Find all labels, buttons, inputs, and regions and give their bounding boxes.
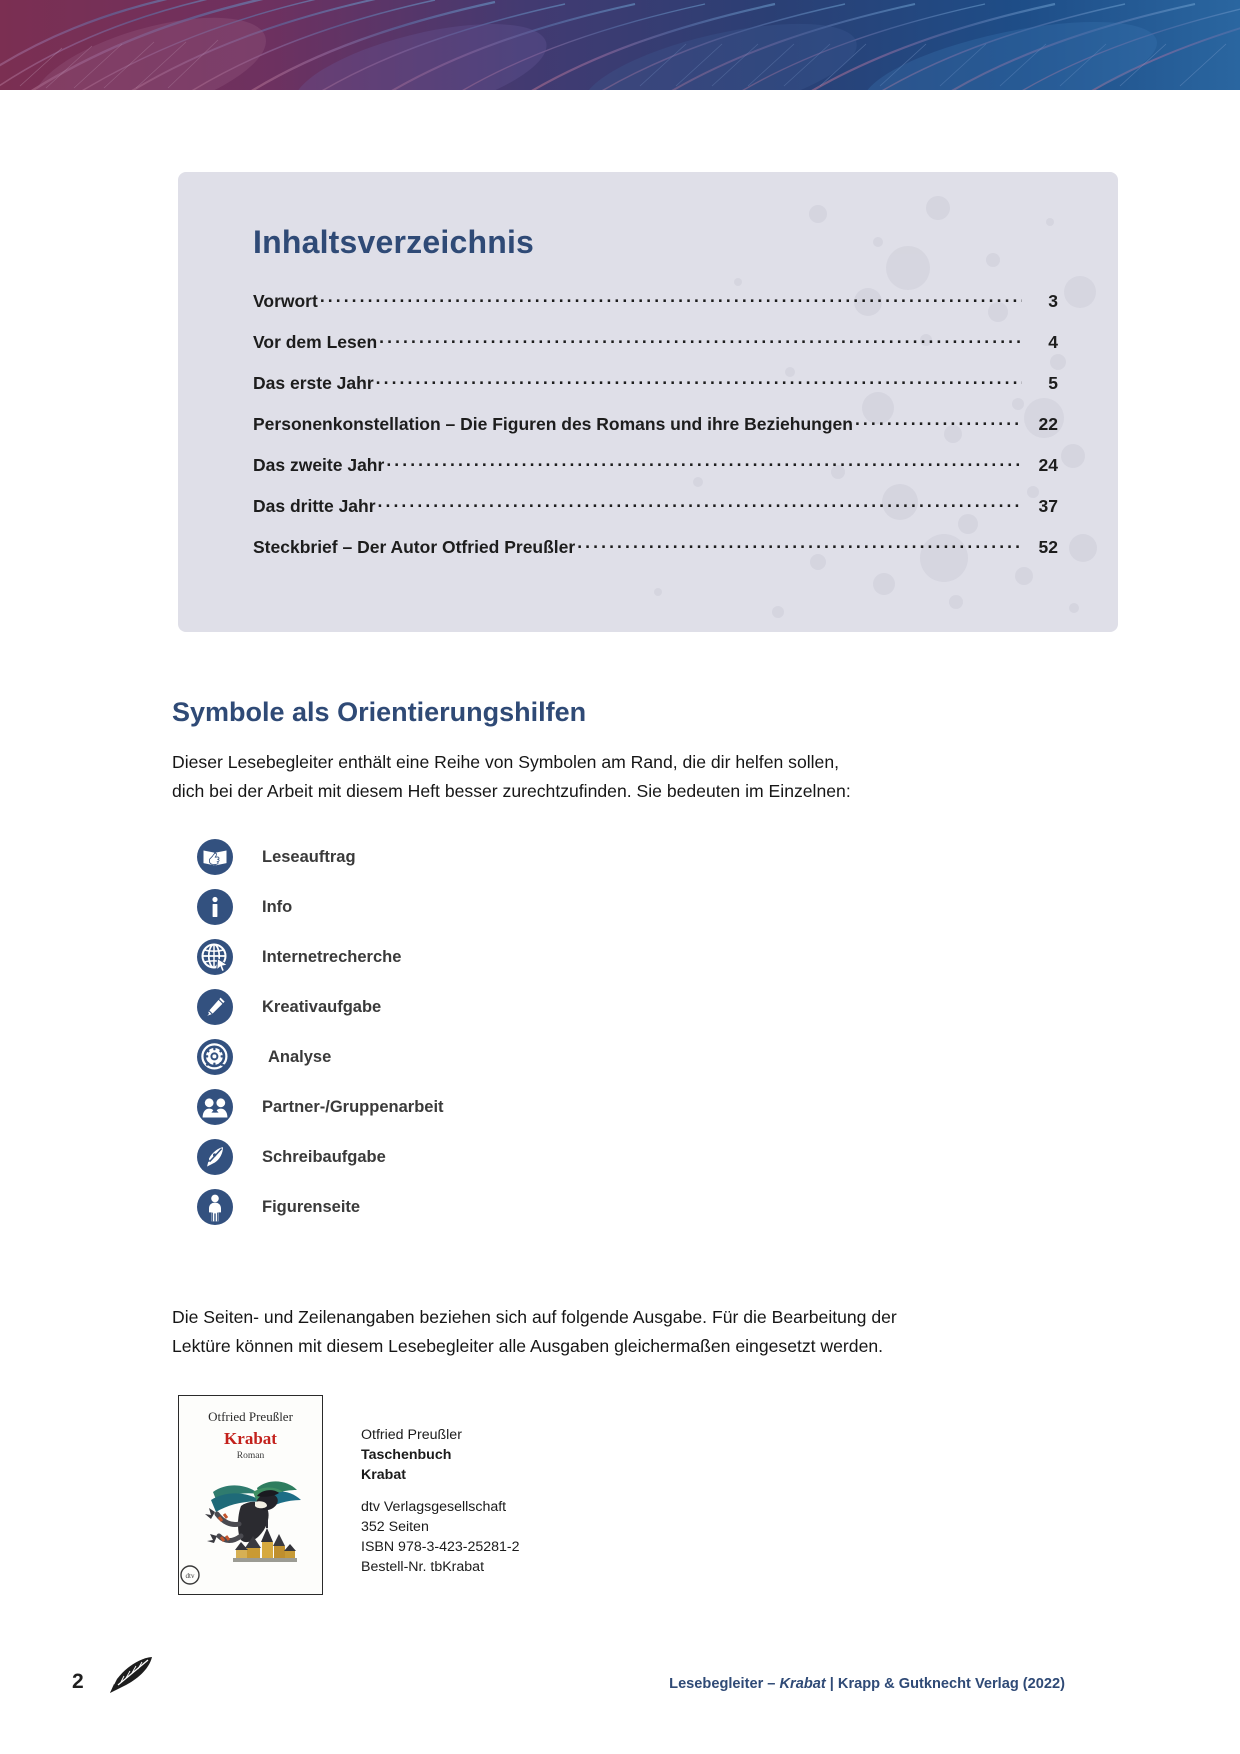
toc-entry-label: Das dritte Jahr	[253, 495, 376, 516]
toc-list	[253, 289, 1058, 576]
footer-credit	[669, 1676, 1065, 1692]
symbol-legend-item	[196, 1132, 716, 1182]
quill-feather-icon	[104, 1653, 160, 1697]
toc-entry-page: 5	[1048, 372, 1058, 393]
toc-entry-label: Das erste Jahr	[253, 372, 374, 393]
book-cover-title: Krabat	[224, 1429, 277, 1448]
symbols-section-title: Symbole als Orientierungshilfen	[172, 697, 587, 727]
symbol-legend-item	[196, 1182, 716, 1232]
book-cover-artwork	[183, 1462, 320, 1572]
toc-entry-label: Das zweite Jahr	[253, 454, 385, 475]
two-people-icon	[196, 1088, 234, 1126]
toc-entry-label: Vor dem Lesen	[253, 331, 378, 352]
footer-credit-prefix: Lesebegleiter –	[669, 1676, 780, 1692]
fountain-pen-nib-icon	[196, 1138, 234, 1176]
open-book-hand-icon	[196, 838, 234, 876]
symbols-intro-line-2: dich bei der Arbeit mit diesem Heft besser zurechtzufinden. Sie bedeuten im Einzelnen:	[172, 781, 851, 801]
symbol-legend-item	[196, 1032, 716, 1082]
book-bibliographic-info	[361, 1395, 520, 1595]
symbol-legend-label: Internetrecherche	[262, 947, 402, 966]
toc-entry-page: 4	[1048, 331, 1058, 352]
symbol-legend-item	[196, 982, 716, 1032]
toc-entry[interactable]	[253, 494, 1058, 535]
table-of-contents-card	[178, 172, 1118, 632]
toc-leader-dots	[577, 535, 1022, 553]
footer-credit-suffix: | Krapp & Gutknecht Verlag (2022)	[825, 1676, 1065, 1692]
toc-entry-page: 3	[1048, 290, 1058, 311]
toc-entry-label: Vorwort	[253, 290, 318, 311]
book-reference-block	[178, 1395, 520, 1595]
symbols-section-intro	[172, 748, 1012, 806]
symbol-legend-item	[196, 932, 716, 982]
toc-entry-label: Steckbrief – Der Autor Otfried Preußler	[253, 536, 576, 557]
edition-note	[172, 1303, 1022, 1361]
globe-cursor-icon	[196, 938, 234, 976]
toc-entry-page: 24	[1038, 454, 1058, 475]
book-meta-order-number: Bestell-Nr. tbKrabat	[361, 1559, 485, 1575]
toc-leader-dots	[378, 494, 1022, 512]
book-meta-title: Krabat	[361, 1467, 406, 1483]
edition-note-line-2: Lektüre können mit diesem Lesebegleiter alle Ausgaben gleichermaßen eingesetzt werden.	[172, 1336, 884, 1356]
toc-entry[interactable]	[253, 289, 1058, 330]
info-speech-bubble-icon	[196, 888, 234, 926]
publisher-logo-icon	[179, 1564, 201, 1586]
symbol-legend-label: Leseauftrag	[262, 847, 356, 866]
figure-person-icon	[196, 1188, 234, 1226]
toc-leader-dots	[379, 330, 1022, 348]
symbol-legend-item	[196, 1082, 716, 1132]
toc-entry-label: Personenkonstellation – Die Figuren des Romans und ihre Beziehungen	[253, 413, 853, 434]
footer-credit-work: Krabat	[779, 1676, 826, 1692]
book-meta-author: Otfried Preußler	[361, 1427, 462, 1443]
book-cover-author: Otfried Preußler	[208, 1409, 293, 1424]
book-cover-image	[178, 1395, 323, 1595]
toc-leader-dots	[855, 412, 1022, 430]
book-meta-isbn: ISBN 978-3-423-25281-2	[361, 1539, 520, 1555]
symbol-legend-label: Info	[262, 897, 293, 916]
toc-entry-page: 22	[1038, 413, 1058, 434]
toc-leader-dots	[320, 289, 1022, 307]
toc-entry-page: 52	[1038, 536, 1058, 557]
symbol-legend-label: Schreibaufgabe	[262, 1147, 386, 1166]
symbol-legend-label: Partner-/Gruppenarbeit	[262, 1097, 444, 1116]
header-banner	[0, 0, 1240, 90]
book-meta-pages: 352 Seiten	[361, 1519, 429, 1535]
symbol-legend-item	[196, 832, 716, 882]
symbols-intro-line-1: Dieser Lesebegleiter enthält eine Reihe von Symbolen am Rand, die dir helfen sollen,	[172, 752, 840, 772]
toc-entry[interactable]	[253, 371, 1058, 412]
toc-title: Inhaltsverzeichnis	[253, 224, 535, 260]
spacer	[361, 1485, 520, 1497]
toc-leader-dots	[376, 371, 1022, 389]
book-cover-subtitle: Roman	[236, 1451, 265, 1461]
toc-entry[interactable]	[253, 453, 1058, 494]
footer-page-number: 2	[72, 1670, 84, 1693]
toc-entry[interactable]	[253, 535, 1058, 576]
edition-note-line-1: Die Seiten- und Zeilenangaben beziehen sich auf folgende Ausgabe. Für die Bearbeitung der	[172, 1307, 897, 1327]
book-meta-format: Taschenbuch	[361, 1447, 452, 1463]
book-meta-publisher: dtv Verlagsgesellschaft	[361, 1499, 507, 1515]
svg-text:dtv: dtv	[185, 1572, 195, 1580]
symbol-legend-item	[196, 882, 716, 932]
toc-entry[interactable]	[253, 412, 1058, 453]
symbol-legend-label: Kreativaufgabe	[262, 997, 382, 1016]
symbol-legend-label: Analyse	[268, 1047, 332, 1066]
gear-target-icon	[196, 1038, 234, 1076]
symbol-legend-label: Figurenseite	[262, 1197, 361, 1216]
toc-entry[interactable]	[253, 330, 1058, 371]
toc-leader-dots	[386, 453, 1022, 471]
feather-pattern-graphic	[0, 0, 1240, 90]
toc-entry-page: 37	[1038, 495, 1058, 516]
pencil-speech-bubble-icon	[196, 988, 234, 1026]
symbol-legend-list	[196, 832, 716, 1232]
